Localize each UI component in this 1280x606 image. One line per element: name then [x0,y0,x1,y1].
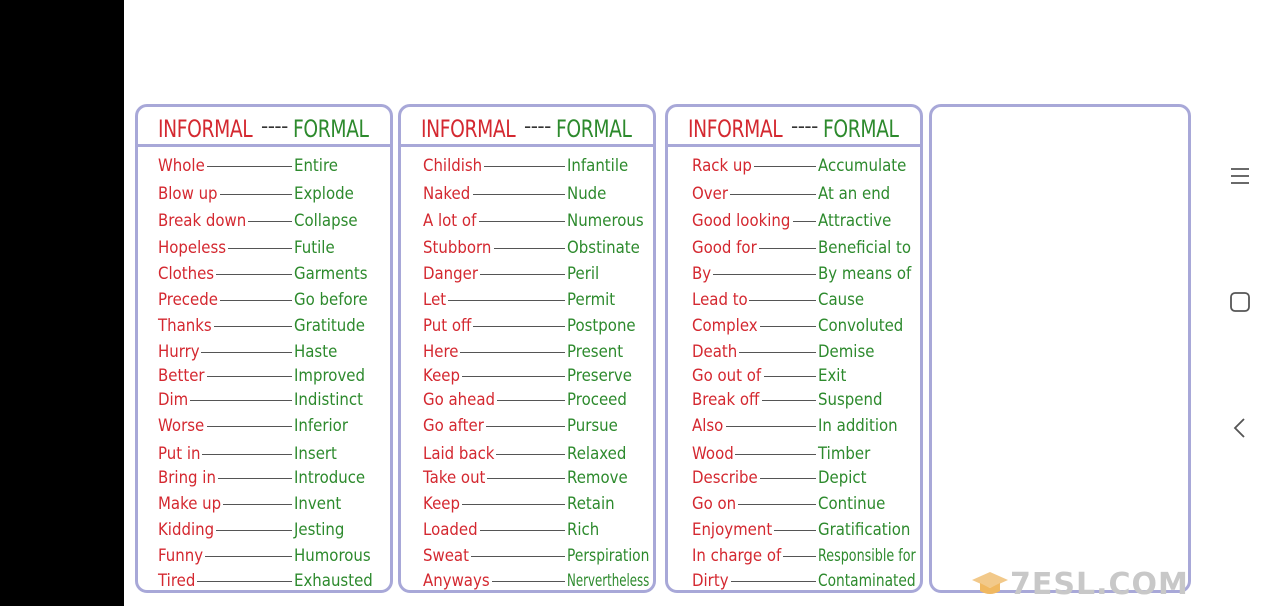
dash-connector [462,376,565,377]
informal-word: Go ahead [423,390,496,410]
dash-connector [220,300,292,301]
informal-word: Sweat [423,546,469,566]
recents-icon [1229,166,1251,186]
informal-word: Hurry [158,342,200,362]
empty-panel [929,104,1191,593]
android-nav-bar [1200,0,1280,606]
informal-word: Rack up [692,156,752,176]
dash-connector [480,530,565,531]
informal-word: Precede [158,290,218,310]
informal-word: Here [423,342,459,362]
formal-word: Gratification [818,520,911,540]
informal-word: Bring in [158,468,216,488]
dash-connector [496,454,565,455]
formal-word: Entire [294,156,338,176]
dash-connector [749,300,816,301]
formal-word: Inferior [294,416,348,436]
dash-connector [731,581,816,582]
heading-separator: ---- [261,114,288,138]
formal-word: Jesting [294,520,345,540]
formal-word: Present [567,342,624,362]
dash-connector [760,478,816,479]
dash-connector [713,274,816,275]
word-pair-row [401,467,653,489]
word-pair-row [138,493,390,515]
word-pair-row [401,365,653,387]
word-pair-row [668,493,920,515]
informal-word: Naked [423,184,471,204]
informal-word: Whole [158,156,205,176]
formal-word: Continue [818,494,886,514]
panel-header [668,107,920,147]
dash-connector [486,426,565,427]
word-pair-row [138,210,390,232]
word-pair-row [401,210,653,232]
dash-connector [448,300,565,301]
heading-separator: ---- [791,114,818,138]
formal-word: Retain [567,494,615,514]
word-pair-row [668,467,920,489]
formal-word: Pursue [567,416,618,436]
graduation-cap-icon [970,568,1010,600]
dash-connector [207,426,292,427]
informal-word: Take out [423,468,486,488]
dash-connector [207,376,292,377]
informal-word: Break off [692,390,760,410]
word-pair-row [668,210,920,232]
dash-connector [754,166,816,167]
informal-word: Thanks [158,316,212,336]
informal-word: Keep [423,494,460,514]
dash-connector [764,376,816,377]
formal-word: Convoluted [818,316,904,336]
home-button[interactable] [1222,284,1258,320]
word-pair-row [138,415,390,437]
word-pair-row [668,315,920,337]
word-pair-row [668,263,920,285]
informal-word: Better [158,366,205,386]
formal-word: Explode [294,184,354,204]
formal-word: Garments [294,264,368,284]
informal-word: Also [692,416,724,436]
word-pair-row [401,341,653,363]
informal-word: Keep [423,366,460,386]
formal-word: By means of [818,264,912,284]
word-pair-row [138,467,390,489]
formal-word: Timber [818,444,871,464]
dash-connector [220,194,292,195]
informal-word: Dirty [692,571,729,591]
dash-connector [760,326,816,327]
word-pair-row [668,443,920,465]
informal-word: Childish [423,156,483,176]
dash-connector [480,274,565,275]
informal-word: Stubborn [423,238,492,258]
word-pair-row [401,237,653,259]
dash-connector [462,504,565,505]
dash-connector [484,166,565,167]
formal-word: Suspend [818,390,883,410]
informal-word: Danger [423,264,479,284]
formal-word: Haste [294,342,338,362]
word-pair-row [668,289,920,311]
word-pair-row [401,519,653,541]
dash-connector [228,248,292,249]
informal-word: Hopeless [158,238,227,258]
informal-word: By [692,264,712,284]
formal-word: Cause [818,290,865,310]
informal-word: Go after [423,416,484,436]
word-pair-row [138,263,390,285]
panel-header [401,107,653,147]
formal-word: Preserve [567,366,632,386]
formal-word: Rich [567,520,600,540]
formal-word: Indistinct [294,390,363,410]
dash-connector [216,274,292,275]
word-pair-row [138,365,390,387]
dash-connector [207,166,292,167]
informal-word: Put off [423,316,472,336]
dash-connector [471,556,565,557]
formal-word: Infantile [567,156,629,176]
word-pair-row [401,415,653,437]
formal-word: Invent [294,494,342,514]
word-pair-row [401,443,653,465]
word-pair-row [401,493,653,515]
left-black-bar [0,0,124,606]
formal-word: Collapse [294,211,358,231]
back-icon [1229,417,1251,439]
informal-word: Let [423,290,447,310]
informal-word: Lead to [692,290,748,310]
formal-word: Peril [567,264,600,284]
word-pair-row [401,570,653,592]
formal-heading: FORMAL [293,115,369,143]
word-pair-row [138,183,390,205]
formal-word: Nervertheless [567,571,650,591]
dash-connector [202,454,292,455]
dash-connector [739,352,816,353]
word-list-panel-1 [135,104,393,593]
word-pair-row [138,237,390,259]
word-pair-row [138,315,390,337]
dash-connector [479,221,565,222]
formal-heading: FORMAL [823,115,899,143]
watermark-text: 7ESL.COM [1010,566,1189,602]
back-button[interactable] [1222,410,1258,446]
formal-word: Introduce [294,468,366,488]
formal-word: Insert [294,444,337,464]
formal-heading: FORMAL [556,115,632,143]
informal-word: Tired [158,571,196,591]
dash-connector [223,504,292,505]
informal-word: Funny [158,546,204,566]
informal-word: Go out of [692,366,762,386]
dash-connector [201,352,292,353]
word-pair-row [668,415,920,437]
formal-word: Beneficial to [818,238,912,258]
formal-word: Relaxed [567,444,627,464]
informal-word: In charge of [692,546,782,566]
informal-word: Break down [158,211,247,231]
formal-word: Exhausted [294,571,373,591]
formal-word: Permit [567,290,616,310]
formal-word: Gratitude [294,316,365,336]
dash-connector [793,221,816,222]
informal-word: Describe [692,468,758,488]
informal-word: Clothes [158,264,215,284]
formal-word: Humorous [294,546,371,566]
dash-connector [783,556,816,557]
informal-word: Go on [692,494,737,514]
formal-word: Numerous [567,211,644,231]
dash-connector [214,326,292,327]
word-pair-row [138,443,390,465]
informal-word: Anyways [423,571,490,591]
informal-word: Kidding [158,520,215,540]
formal-word: Go before [294,290,368,310]
informal-word: Good looking [692,211,791,231]
word-pair-row [668,545,920,567]
word-pair-row [138,155,390,177]
dash-connector [735,454,816,455]
formal-word: In addition [818,416,898,436]
informal-word: Laid back [423,444,495,464]
panel-header [138,107,390,147]
word-pair-row [138,389,390,411]
word-pair-row [668,389,920,411]
informal-word: Wood [692,444,734,464]
word-pair-row [668,237,920,259]
formal-word: Depict [818,468,867,488]
word-pair-row [668,365,920,387]
formal-word: Perspiration [567,546,650,566]
formal-word: Exit [818,366,847,386]
informal-word: Loaded [423,520,478,540]
dash-connector [762,400,816,401]
formal-word: Responsible for [818,546,916,566]
formal-word: Accumulate [818,156,907,176]
informal-word: Worse [158,416,205,436]
word-pair-row [401,389,653,411]
informal-word: Enjoyment [692,520,773,540]
word-pair-row [668,183,920,205]
dash-connector [248,221,292,222]
word-list-panel-3 [665,104,923,593]
word-pair-row [401,263,653,285]
dash-connector [738,504,816,505]
word-pair-row [401,289,653,311]
word-pair-row [138,519,390,541]
word-pair-row [668,519,920,541]
dash-connector [190,400,292,401]
informal-word: Make up [158,494,222,514]
informal-word: Blow up [158,184,218,204]
dash-connector [492,581,565,582]
dash-connector [774,530,816,531]
dash-connector [497,400,565,401]
formal-word: Demise [818,342,875,362]
formal-word: Attractive [818,211,892,231]
dash-connector [460,352,565,353]
formal-word: Obstinate [567,238,640,258]
formal-word: Proceed [567,390,627,410]
informal-heading: INFORMAL [158,115,253,143]
home-icon [1229,291,1251,313]
word-pair-row [401,183,653,205]
informal-word: Good for [692,238,757,258]
dash-connector [726,426,816,427]
formal-word: Improved [294,366,366,386]
informal-word: Over [692,184,728,204]
heading-separator: ---- [524,114,551,138]
informal-heading: INFORMAL [688,115,783,143]
dash-connector [759,248,816,249]
word-pair-row [668,570,920,592]
word-pair-row [138,545,390,567]
recents-button[interactable] [1222,158,1258,194]
word-pair-row [401,315,653,337]
formal-word: Contaminated [818,571,916,591]
dash-connector [730,194,816,195]
formal-word: At an end [818,184,891,204]
word-pair-row [668,155,920,177]
word-pair-row [401,155,653,177]
informal-word: A lot of [423,211,477,231]
informal-heading: INFORMAL [421,115,516,143]
dash-connector [494,248,565,249]
word-pair-row [138,341,390,363]
formal-word: Futile [294,238,335,258]
dash-connector [473,194,565,195]
informal-word: Complex [692,316,758,336]
dash-connector [216,530,292,531]
word-pair-row [668,341,920,363]
watermark [970,566,1189,602]
formal-word: Remove [567,468,628,488]
dash-connector [205,556,292,557]
word-list-panel-2 [398,104,656,593]
informal-word: Death [692,342,738,362]
word-pair-row [138,289,390,311]
word-pair-row [401,545,653,567]
word-pair-row [138,570,390,592]
dash-connector [487,478,565,479]
dash-connector [197,581,292,582]
dash-connector [473,326,565,327]
informal-word: Put in [158,444,201,464]
formal-word: Postpone [567,316,636,336]
informal-word: Dim [158,390,189,410]
formal-word: Nude [567,184,607,204]
dash-connector [218,478,292,479]
